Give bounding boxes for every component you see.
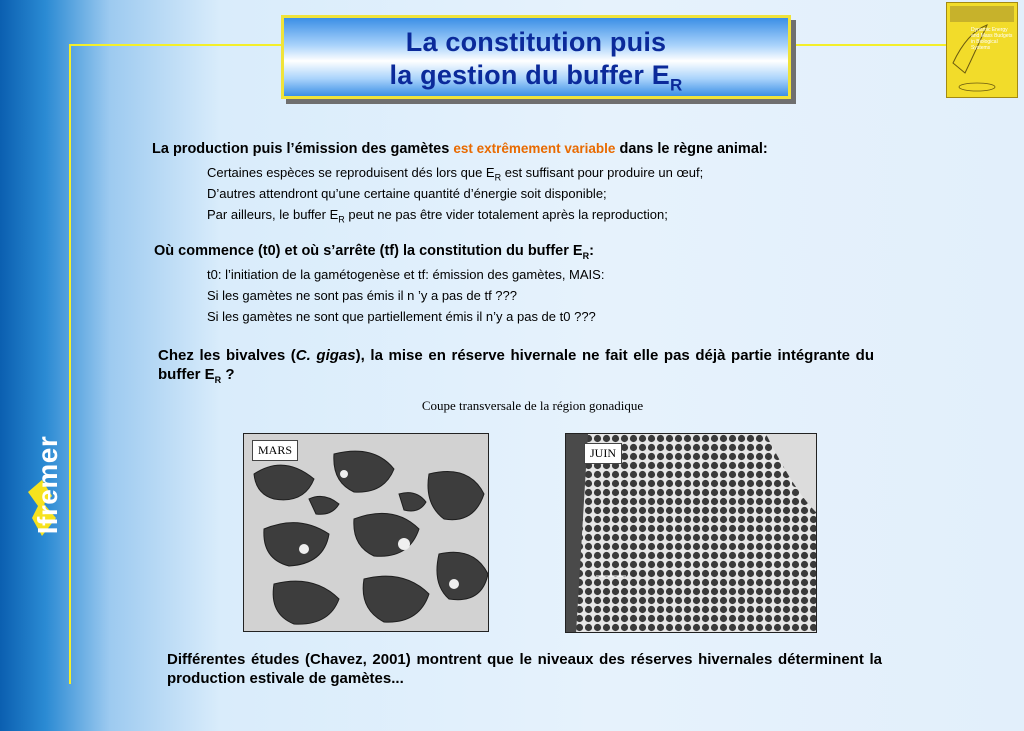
micrograph-juin xyxy=(565,433,817,633)
micrograph-mars xyxy=(243,433,489,632)
title-line-2: la gestion du buffer $E_R$ xyxy=(389,60,683,95)
ifremer-logo: Ifremer xyxy=(32,435,63,535)
section1-heading: La production puis l’émission des gamètes est extrêmement variable dans le règne animal: xyxy=(152,141,768,157)
section1-item-3: Par ailleurs, le buffer $E_R$ peut ne pas être vider totalement après la reproduction; xyxy=(207,207,668,225)
yellow-line-left-vertical xyxy=(69,44,71,684)
section2-heading: Où commence (t0) et où s’arrête (tf) la constitution du buffer $E_R$: xyxy=(154,243,594,261)
book-cover-illustration xyxy=(947,3,1019,99)
section3-question: Chez les bivalves (C. gigas), la mise en réserve hivernale ne fait elle pas déjà partie intégrante du buffer $E_R$ ? xyxy=(158,347,874,385)
conclusion-text: Différentes études (Chavez, 2001) montrent que le niveaux des réserves hivernales déterminent la production estivale de gamètes... xyxy=(167,651,882,687)
section1-item-1: Certaines espèces se reproduisent dés lors que $E_R$ est suffisant pour produire un œuf; xyxy=(207,165,704,183)
section2-item-2: Si les gamètes ne sont pas émis il n ’y a pas de tf ??? xyxy=(207,288,518,303)
section1-item-2: D’autres attendront qu’une certaine quantité d’énergie soit disponible; xyxy=(207,186,607,201)
yellow-line-top-right xyxy=(791,44,946,46)
micrograph-mars-image xyxy=(244,434,489,632)
yellow-line-top-left xyxy=(70,44,281,46)
title-line-1: La constitution puis xyxy=(405,27,667,57)
book-cover-image xyxy=(946,2,1018,98)
section2-item-3: Si les gamètes ne sont que partiellement émis il n’y a pas de t0 ??? xyxy=(207,309,596,324)
figure-caption: Coupe transversale de la région gonadique xyxy=(421,398,644,413)
section2-item-1: t0: l’initiation de la gamétogenèse et tf: émission des gamètes, MAIS: xyxy=(207,267,605,282)
micrograph-juin-label: JUIN xyxy=(584,443,622,464)
micrograph-mars-label: MARS xyxy=(252,440,298,461)
title-box xyxy=(281,15,791,99)
book-cover-text: Dynamic Energy and Mass Budgets in Biological Systems xyxy=(971,27,1013,51)
